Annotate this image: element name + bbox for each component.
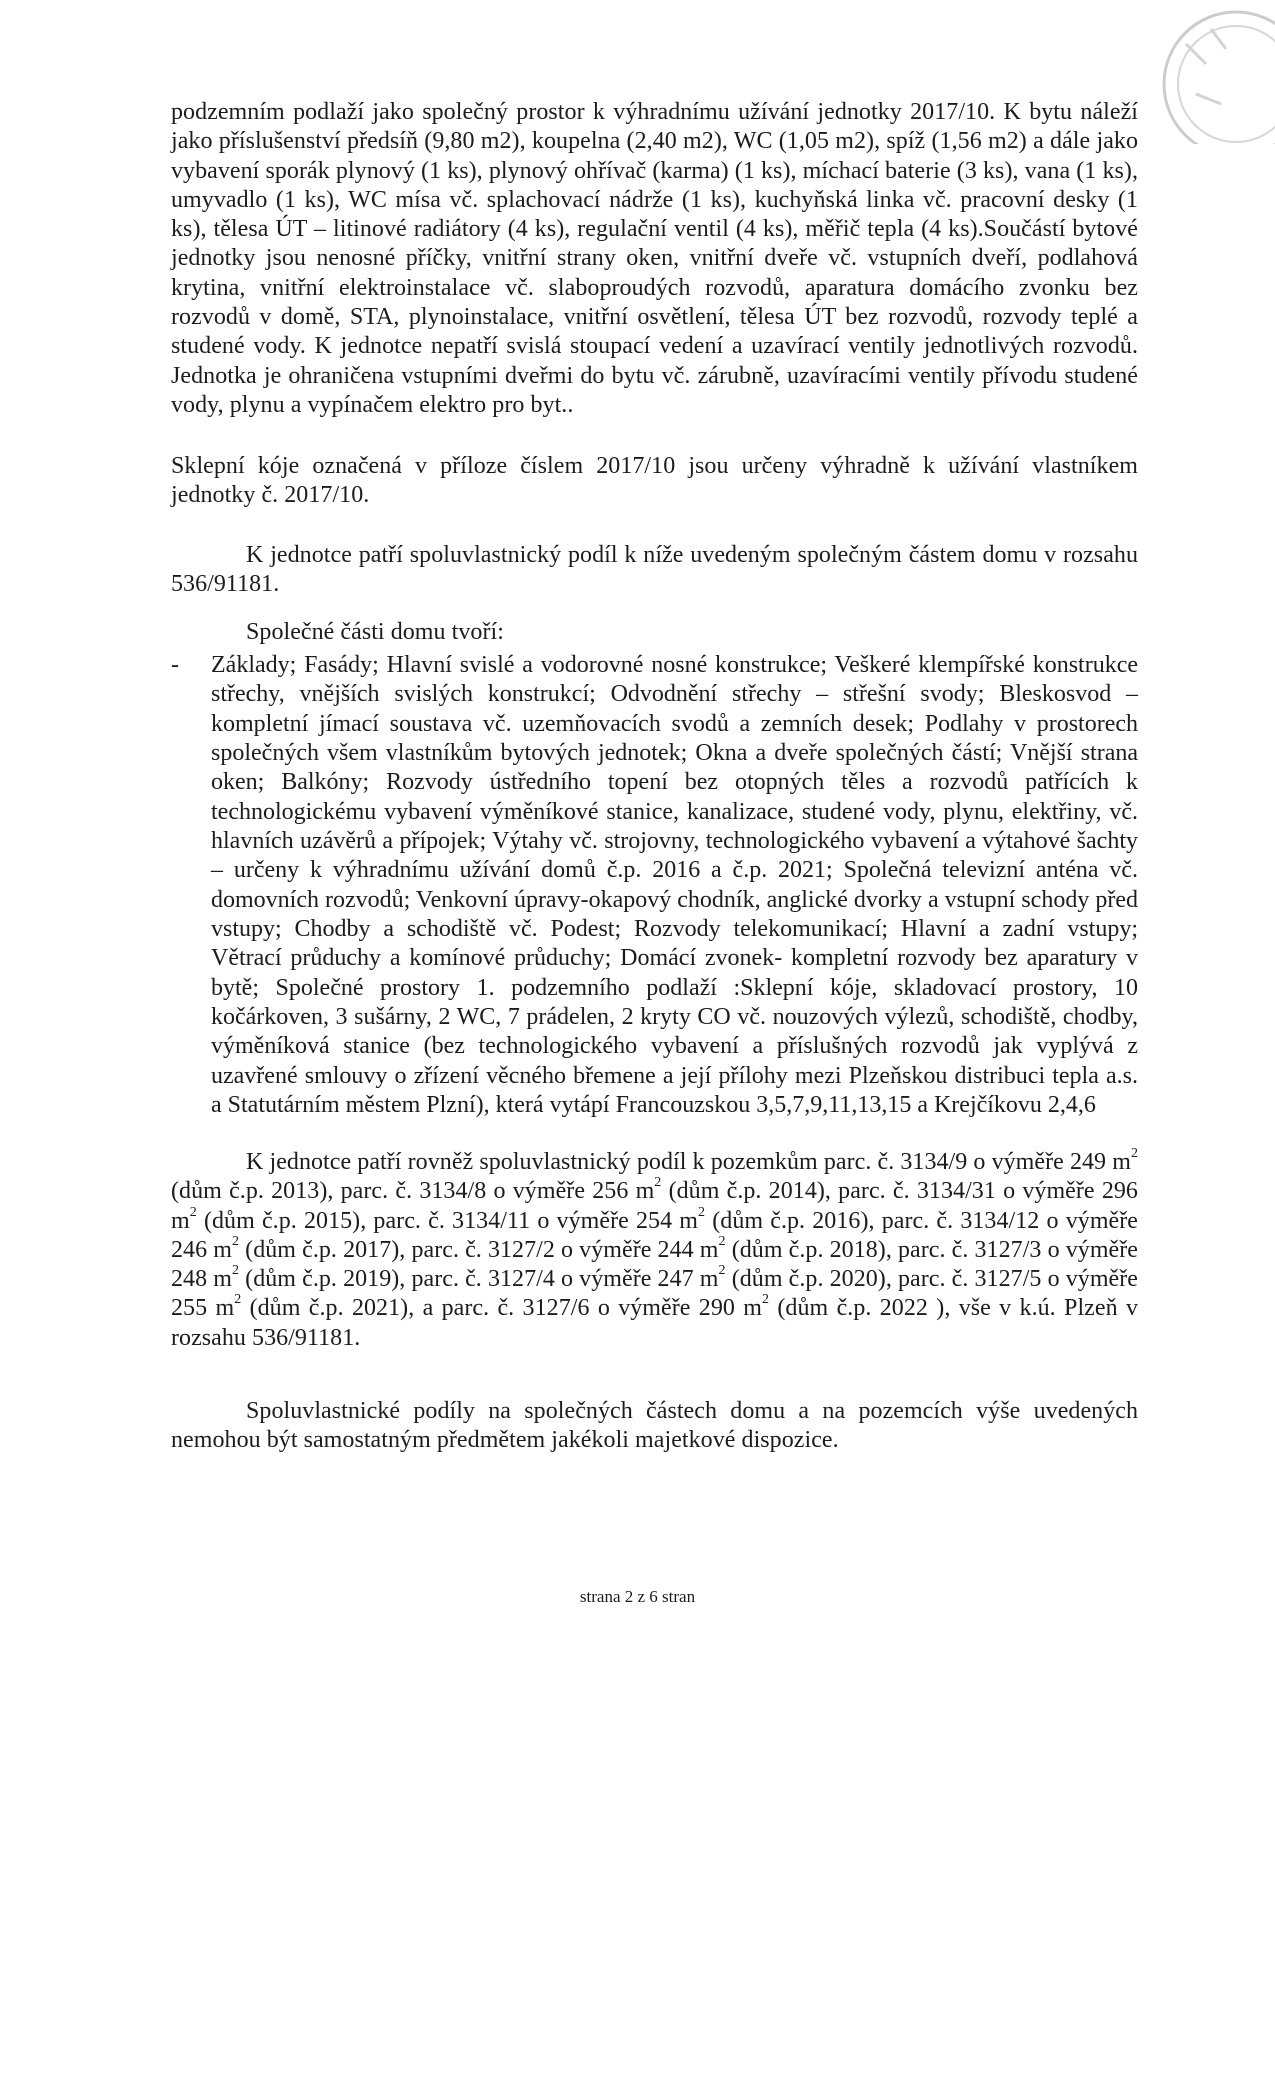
- paragraph-unit-description: podzemním podlaží jako společný prostor k výhradnímu užívání jednotky 2017/10. K bytu náleží jako příslušenství předsíň (9,80 m2), koupelna (2,40 m2), WC (1,05 m2), spíž (1,56 m2) a dále jako vybavení sporák plynový (1 ks), plynový ohřívač (karma) (1 ks), míchací baterie (3 ks), vana (1 ks), umyvadlo (1 ks), WC mísa vč. splachovací nádrže (1 ks), kuchyňská linka vč. pracovní desky (1 ks), tělesa ÚT – litinové radiátory (4 ks), regulační ventil (4 ks), měřič tepla (4 ks).Součástí bytové jednotky jsou nenosné příčky, vnitřní strany oken, vnitřní dveře vč. vstupních dveří, podlahová krytina, vnitřní elektroinstalace vč. slaboproudých rozvodů, aparatura domácího zvonku bez rozvodů v domě, STA, plynoinstalace, vnitřní osvětlení, tělesa ÚT bez rozvodů, rozvody teplé a studené vody. K jednotce nepatří svislá stoupací vedení a uzavírací ventily jednotlivých rozvodů. Jednotka je ohraničena vstupními dveřmi do bytu vč. zárubně, uzavíracími ventily přívodu studené vody, plynu a vypínačem elektro pro byt..: [171, 99, 1138, 418]
- paragraph-share: K jednotce patří spoluvlastnický podíl k níže uvedeným společným částem domu v rozsahu 536/91181.: [171, 542, 1138, 598]
- stamp-icon: [1126, 4, 1275, 144]
- blank-area: [0, 1748, 1275, 2100]
- paragraph-disposal: Spoluvlastnické podíly na společných částech domu a na pozemcích výše uvedených nemohou být samostatným předmětem jakékoli majetkové dispozice.: [171, 1398, 1138, 1454]
- list-item: Základy; Fasády; Hlavní svislé a vodorovné nosné konstrukce; Veškeré klempířské konstrukce střechy, vnějších svislých konstrukcí; Odvodnění střechy – střešní svody; Bleskosvod – kompletní jímací soustava vč. uzemňovacích svodů a zemních desek; Podlahy v prostorech společných všem vlastníkům bytových jednotek; Okna a dveře společných částí; Vnější strana oken; Balkóny; Rozvody ústředního topení bez otopných těles a rozvodů patřících k technologickému vybavení výměníkové stanice, kanalizace, studené vody, plynu, elektřiny, vč. hlavních uzávěrů a přípojek; Výtahy vč. strojovny, technologického vybavení a výtahové šachty – určeny k výhradnímu užívání domů č.p. 2016 a č.p. 2021; Společná televizní anténa vč. domovních rozvodů; Venkovní úpravy-okapový chodník, anglické dvorky a vstupní schody před vstupy; Chodby a schodiště vč. Podest; Rozvody telekomunikací; Hlavní a zadní vstupy; Větrací průduchy a komínové průduchy; Domácí zvonek- kompletní rozvody bez aparatury v bytě; Společné prostory 1. podzemního podlaží :Sklepní kóje, skladovací prostory, 10 kočárkoven, 3 sušárny, 2 WC, 7 prádelen, 2 kryty CO vč. nouzových výlezů, schodiště, chodby, výměníková stanice (bez technologického vybavení a příslušných rozvodů jak vyplývá z uzavřené smlouvy o zřízení věcného břemene a její přílohy mezi Plzeňskou distribuci tepla a.s. a Statutárním městem Plzní), která vytápí Francouzskou 3,5,7,9,11,13,15 a Krejčíkovu 2,4,6: [211, 652, 1138, 1119]
- paragraph-land-share: K jednotce patří rovněž spoluvlastnický podíl k pozemkům parc. č. 3134/9 o výměře 249 $m^2$ (dům č.p. 2013), parc. č. 3134/8 o výměře 256 $m^2$ (dům č.p. 2014), parc. č. 3134/31 o výměře 296 $m^2$ (dům č.p. 2015), parc. č. 3134/11 o výměře 254 $m^2$ (dům č.p. 2016), parc. č. 3134/12 o výměře 246 $m^2$ (dům č.p. 2017), parc. č. 3127/2 o výměře 244 $m^2$ (dům č.p. 2018), parc. č. 3127/3 o výměře 248 $m^2$ (dům č.p. 2019), parc. č. 3127/4 o výměře 247 $m^2$ (dům č.p. 2020), parc. č. 3127/5 o výměře 255 $m^2$ (dům č.p. 2021), a parc. č. 3127/6 o výměře 290 $m^2$ (dům č.p. 2022 ), vše v k.ú. Plzeň v rozsahu 536/91181.: [171, 1146, 1139, 1351]
- list-dash: -: [171, 652, 179, 678]
- heading-common-parts: Společné části domu tvoří:: [246, 619, 504, 645]
- common-parts-list: [171, 651, 1138, 1121]
- page-number: strana 2 z 6 stran: [579, 1587, 696, 1606]
- paragraph-cellar: Sklepní kóje označená v příloze číslem 2017/10 jsou určeny výhradně k užívání vlastníkem jednotky č. 2017/10.: [171, 453, 1138, 509]
